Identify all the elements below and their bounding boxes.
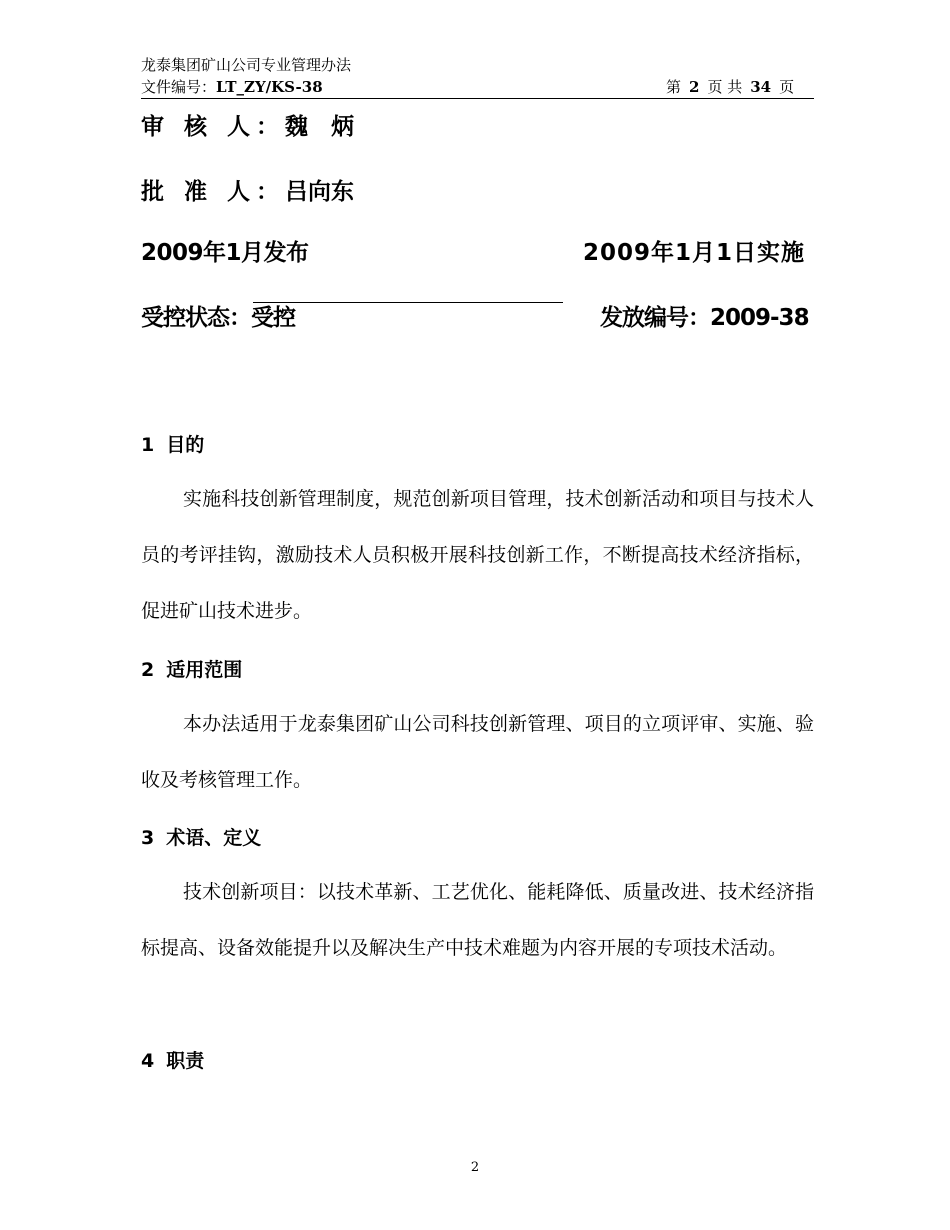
issue-date: 2009年1月发布: [141, 240, 309, 266]
page-total: 34: [750, 78, 772, 96]
reviewer-label: 审 核 人：: [141, 114, 286, 140]
reviewer-name: 魏 炳: [285, 114, 355, 140]
section-heading: [141, 823, 261, 850]
page-suffix: 页: [779, 78, 795, 96]
approver-name: 吕向东: [285, 179, 355, 205]
file-number: [141, 78, 323, 96]
section-body: 本办法适用于龙泰集团矿山公司科技创新管理、项目的立项评审、实施、验收及考核管理工作。: [141, 713, 814, 791]
section-heading: [141, 1046, 204, 1073]
section-heading: [141, 430, 204, 457]
section-title: 目的: [166, 434, 205, 456]
document-series-title: 龙泰集团矿山公司专业管理办法: [141, 56, 352, 74]
section-body: 实施科技创新管理制度，规范创新项目管理，技术创新活动和项目与技术人员的考评挂钩，激励技术人员积极开展科技创新工作，不断提高技术经济指标，促进矿山技术进步。: [141, 488, 814, 622]
header-divider: [141, 98, 814, 99]
footer-page-number: 2: [470, 1160, 480, 1175]
control-divider: [253, 302, 563, 303]
section-body: 技术创新项目：以技术革新、工艺优化、能耗降低、质量改进、技术经济指标提高、设备效能提升以及解决生产中技术难题为内容开展的专项技术活动。: [141, 881, 814, 959]
section-heading: [141, 655, 242, 682]
section-number: 3: [141, 827, 155, 849]
page-indicator: [666, 78, 802, 96]
section-number: 2: [141, 659, 155, 681]
approver-label: 批 准 人：: [141, 179, 286, 205]
distribution-number: 发放编号：2009-38: [600, 305, 809, 331]
effective-date: 2009年1月1日实施: [583, 240, 806, 266]
section-number: 1: [141, 434, 155, 456]
control-status: 受控状态：受控: [141, 305, 295, 331]
file-number-label: 文件编号：: [141, 78, 217, 96]
page-current: 2: [689, 78, 700, 96]
section-number: 4: [141, 1050, 155, 1072]
section-title: 术语、定义: [166, 827, 262, 849]
page-prefix: 第: [666, 78, 682, 96]
page-mid: 页 共: [707, 78, 743, 96]
section-title: 适用范围: [166, 659, 243, 681]
reviewer-row: [141, 108, 354, 141]
approver-row: [141, 173, 354, 206]
section-title: 职责: [166, 1050, 205, 1072]
file-number-value: LT_ZY/KS-38: [216, 78, 323, 96]
